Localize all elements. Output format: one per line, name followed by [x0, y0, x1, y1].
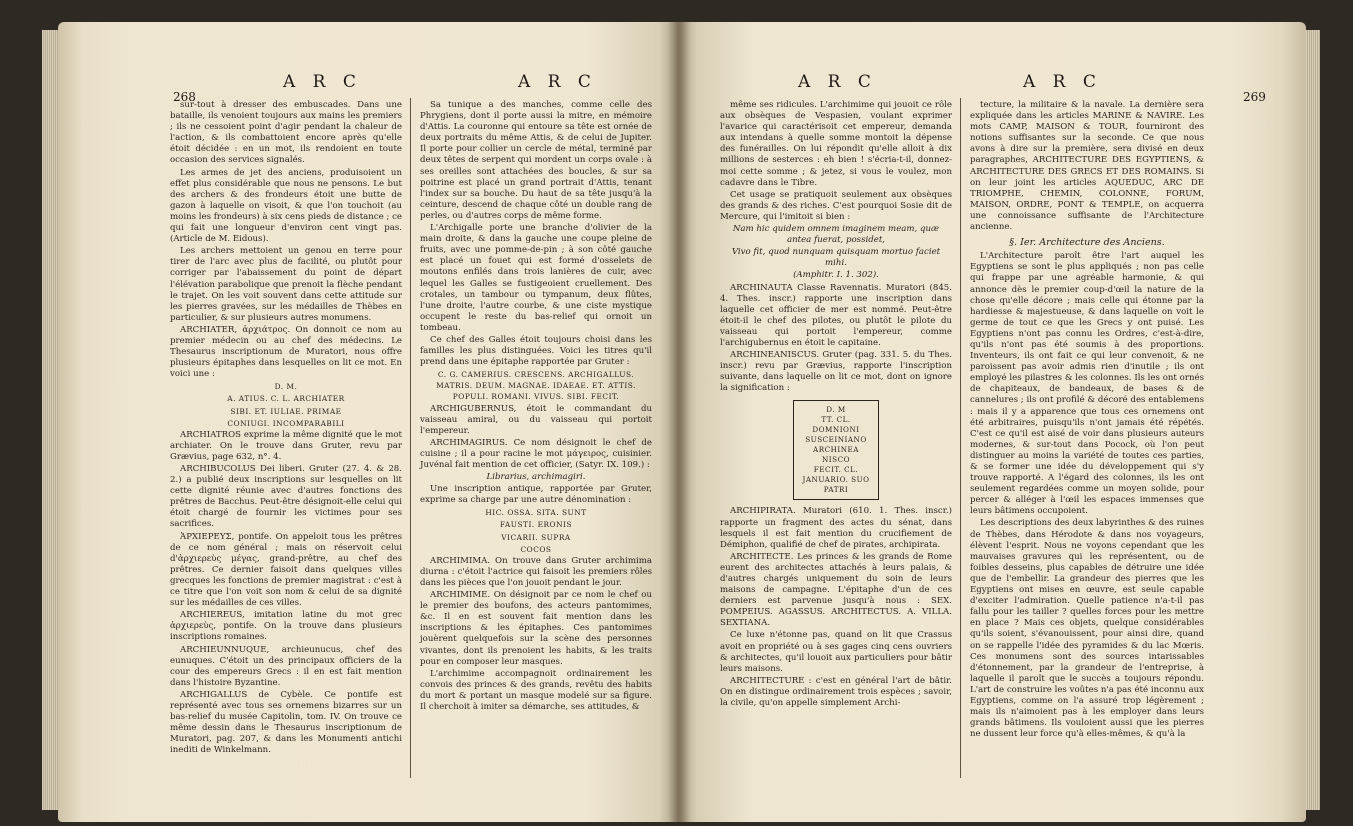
running-head-left-col1: A R C: [283, 72, 362, 92]
page-number-right: 269: [1243, 90, 1266, 104]
column-rule-left: [410, 98, 411, 778]
paragraph: L'Archigalle porte une branche d'olivier de la main droite, & dans la gauche une coupe pleine de fruits, avec une pomme-de-pin ; à son côté gauche est placé un fouet qui est formé d'osselets de moutons enfilés dans trois lanières de cuir, avec lequel les Galles se fustigeoient cruellement. Des crotales, un tambour ou tympanum, deux flûtes, l'une droite, l'autre courbe, & une ciste mystique occupent le reste du bas-relief qui ornoit un tombeau.: [420, 223, 652, 333]
inscription-line: A. ATIUS. C. L. ARCHIATER: [227, 394, 345, 404]
paragraph: Sa tunique a des manches, comme celle des Phrygiens, dont il porte aussi la mitre, en mémoire d'Attis. La couronne qui entoure sa tête est ornée de deux portraits du même Attis, & de celui de Jupiter. Il porte pour collier un cercle de métal, terminé par deux têtes de serpent qui mordent un corps ovale : à ses oreilles sont attachées des boucles, & sur sa poitrine est placé un grand portrait d'Attis, tenant l'index sur sa bouche. Du haut de sa tête jusqu'à la ceinture, descend de chaque côté un double rang de perles, ou d'autres corps de même forme.: [420, 100, 652, 221]
latin-quote: Librarius, archimagiri.: [486, 472, 586, 483]
book-gutter: [668, 22, 690, 822]
section-heading: §. Ier. Architecture des Anciens.: [1009, 237, 1165, 249]
inscription-line: COCOS: [520, 544, 552, 554]
right-page: [678, 22, 1306, 822]
inscription-line: FAUSTI. ERONIS: [499, 520, 573, 530]
latin-quote: Nam hic quidem omnem imaginem meam, quæ antea fuerat, possidet,: [732, 224, 940, 246]
inscription-line: ARCHINEA: [813, 445, 859, 455]
inscription-line: D. M: [826, 405, 846, 415]
paragraph: même ses ridicules. L'archimime qui jouoit ce rôle aux obsèques de Vespasien, voulant exprimer l'avarice qui caractérisoit cet empereur, demanda aux intendans à quelle somme montoit la dépense des funérailles. On lui répondit qu'elle alloit à dix millions de sesterces : eh bien ! s'écria-t-il, donnez-moi cette somme ; & jetez, si vous le voulez, mon cadavre dans le Tibre.: [720, 100, 952, 188]
running-head-left-col2: A R C: [518, 72, 597, 92]
paragraph: ARCHIATROS exprime la même dignité que le mot archiater. On le trouve dans Gruter, revu par Grævius, page 632, n°. 4.: [170, 429, 402, 462]
inscription-line: C. G. CAMERIUS. CRESCENS. ARCHIGALLUS. MATRIS. DEUM. MAGNAE. IDAEAE. ET. ATTIS. POPULI. ROMANI. VIVUS. SIBI. FECIT.: [436, 370, 636, 402]
inscription-line: FECIT. CL.: [813, 465, 859, 475]
column-rule-right: [960, 98, 961, 778]
inscription-line: TT. CL.: [821, 415, 851, 425]
paragraph: ARCHIBUCOLUS Dei liberi. Gruter (27. 4. & 28. 2.) a publié deux inscriptions sur lesquelles on lit cette dignité réunie avec d'autres fonctions des prêtres de Bacchus. Peut-être désignoit-elle celui qui étoit chargé de fournir les victimes pour ses sacrifices.: [170, 464, 402, 530]
inscription-line: PATRI: [823, 485, 849, 495]
inscription-line: CONIUGI. INCOMPARABILI: [227, 418, 345, 428]
right-column-1: [720, 100, 952, 710]
left-column-2: [420, 100, 652, 714]
inscription-line: NISCO: [822, 455, 850, 465]
paragraph: ἈΡΧΙΕΡΕΥΣ, pontife. On appeloit tous les prêtres de ce nom général ; mais on réservoit celui d'ἀρχιερεὺς μέγας, grand-prêtre, au chef des prêtres. Ce dernier faisoit dans quelques villes grecques les fonctions de premier magistrat : c'est à ce titre que l'on voit son nom & celui de sa dignité sur les médailles de ces villes.: [170, 531, 402, 609]
inscription-line: JANUARIO. SUO: [802, 475, 870, 485]
paragraph: ARCHIGALLUS de Cybèle. Ce pontife est représenté avec tous ses ornemens bizarres sur un bas-relief du musée Capitolin, tom. IV. On trouve ce même dessin dans le Thesaurus inscriptionum de Muratori, pag. 207, & dans les Monumenti antichi inediti de Winkelmann.: [170, 689, 402, 756]
inscription-line: SIBI. ET. IULIAE. PRIMAE: [230, 406, 342, 416]
paragraph: ARCHIMAGIRUS. Ce nom désignoit le chef de cuisine ; il a pour racine le mot μάγειρος, cuisinier. Juvénal fait mention de cet officier, (Satyr. IX. 109.) :: [420, 437, 652, 470]
inscription-line: HIC. OSSA. SITA. SUNT: [485, 508, 587, 518]
page-number-left: 268: [173, 90, 196, 104]
running-head-right-col2: A R C: [1023, 72, 1102, 92]
inscription-line: DOMNIONI: [812, 425, 860, 435]
latin-quote-source: (Amphitr. I. 1. 302).: [793, 270, 879, 281]
paragraph: ARCHINEANISCUS. Gruter (pag. 331. 5. du Thes. inscr.) revu par Grævius, rapporte l'inscription suivante, dans laquelle on lit ce mot, dont on ignore la signification :: [720, 350, 952, 394]
left-page-edges: [42, 30, 58, 810]
inscription-line: VICARII. SUPRA: [501, 532, 571, 542]
paragraph: ARCHIPIRATA. Muratori (610. 1. Thes. inscr.) rapporte un fragment des actes du sénat, dans lesquels il est fait mention du crucifiement de Démiphon, qualifié de chef de pirates, archipirata.: [720, 506, 952, 550]
paragraph: L'archimime accompagnoit ordinairement les convois des princes & des grands, revêtu des habits du mort & portant un masque modelé sur sa figure. Il cherchoit à imiter sa démarche, ses attitudes, &: [420, 668, 652, 712]
latin-quote: Vivo fit, quod nunquam quisquam mortuo faciet mihi.: [731, 247, 941, 269]
paragraph: ARCHIATER, ἀρχιάτρος. On donnoit ce nom au premier médecin ou au chef des médecins. Le Thesaurus inscriptionum de Muratori, nous offre plusieurs épitaphes dans lesquelles on lit ce mot. En voici une :: [170, 324, 402, 380]
paragraph: ARCHIEUNNUQUE, archieunucus, chef des eunuques. C'étoit un des principaux officiers de la cour des empereurs Grecs : il en est fait mention dans l'histoire Byzantine.: [170, 644, 402, 688]
inscription-line: D. M.: [274, 382, 298, 392]
paragraph: Ce luxe n'étonne pas, quand on lit que Crassus avoit en propriété ou à ses gages cinq cens ouvriers & architectes, qu'il louoit aux particuliers pour bâtir leurs maisons.: [720, 630, 952, 674]
paragraph: Les descriptions des deux labyrinthes & des ruines de Thèbes, dans Hérodote & dans nos voyageurs, élèvent l'esprit. Nous ne voyons cependant que les mauvaises gravures qui les représentent, ou de foibles desseins, plus capables de détruire une idée que de l'embellir. La grandeur des pierres que les Egyptiens ont mises en œuvre, est seule capable d'exciter l'admiration. Quelle patience n'a-t-il pas fallu pour les tailler ? quelles forces pour les mettre en place ? Mais ces objets, quelque considérables qu'ils soient, s'évanouissent, pour ainsi dire, quand on se rappelle l'idée des pyramides & du lac Mœris. Ces monumens sont des sources intarissables d'étonnement, par la grandeur de l'entreprise, à laquelle il paroît que le succès a toujours répondu. L'art de construire les voûtes n'a pas été inconnu aux Egyptiens, comme on l'a assuré trop légèrement ; mais ils n'aimoient pas à les employer dans leurs grands bâtimens. Ils vouloient aussi que les pierres ne dussent leur force qu'à elles-mêmes, & qu'à la: [970, 518, 1204, 740]
left-page: [58, 22, 678, 822]
paragraph: ARCHIEREUS, imitation latine du mot grec ἀρχιερεὺς, pontife. On la trouve dans plusieurs inscriptions romaines.: [170, 610, 402, 643]
paragraph: sur-tout à dresser des embuscades. Dans une bataille, ils venoient toujours aux mains les premiers ; ils ne cessoient point d'agir pendant la chaleur de l'action, & ils combattoient encore après qu'elle étoit décidée : en un mot, ils rendoient en toute occasion des services signalés.: [170, 100, 402, 166]
paragraph: ARCHITECTURE : c'est en général l'art de bâtir. On en distingue ordinairement trois espèces ; savoir, la civile, qu'on appelle simplement Archi-: [720, 675, 952, 709]
paragraph: ARCHIMIMA. On trouve dans Gruter archimima diurna : c'étoit l'actrice qui faisoit les premiers rôles dans les pièces que l'on jouoit pendant le jour.: [420, 555, 652, 588]
paragraph: L'Architecture paroît être l'art auquel les Egyptiens se sont le plus appliqués ; non pas celle qui frappe par une agréable harmonie, & qui annonce dès le premier coup-d'œil la nature de la chose qu'elle décore ; mais celle qui étonne par la hardiesse & majestueuse, & dans laquelle on voit le germe de tout ce que les Grecs y ont puisé. Les Egyptiens n'ont pas connu les Ordres, c'est-à-dire, qu'ils n'ont pas été soumis à des proportions. Inventeurs, ils ont fait ce qui leur convenoit, & ne paroissent pas avoir admis rien d'inutile ; ils ont employé les pilastres & les colonnes. Ils les ont ornés de chapiteaux, de bandeaux, de bases & de cannelures ; ils ont profilé & décoré des entablemens : mais il y a apparence que tous ces ornemens ont été arbitraires, puisqu'ils n'ont jamais été répétés. C'est ce qu'il est aisé de voir dans plusieurs auteurs modernes, & sur-tout dans Pocock, où l'on peut distinguer au moins la variété de toutes ces parties, & se former une idée du développement qui s'y trouve rapporté. A l'égard des colonnes, ils les ont seulement regardées comme un moyen solide, pour percer & alléger à l'œil les espaces immenses que leurs bâtimens occupoient.: [970, 251, 1204, 517]
right-column-2: [970, 100, 1204, 741]
running-head-right-col1: A R C: [798, 72, 877, 92]
paragraph: ARCHIMIME. On désignoit par ce nom le chef ou le premier des boufons, des acteurs pantomimes, &c. Il en est souvent fait mention dans les inscriptions & les épitaphes. Ces pantomimes jouèrent quelquefois sur la scène des personnes vivantes, dont ils prenoient les habits, & les traits pour en composer leur masques.: [420, 590, 652, 667]
paragraph: Cet usage se pratiquoit seulement aux obsèques des grands & des riches. C'est pourquoi Sosie dit de Mercure, qui l'imitoit si bien :: [720, 189, 952, 222]
paragraph: Les armes de jet des anciens, produisoient un effet plus considérable que nous ne pensons. Le but des archers & des frondeurs étoit une butte de gazon à laquelle on visoit, & que l'on touchoit (au moins les frondeurs) à six cens pieds de distance ; ce qui fait une longueur d'environ cent vingt pas. (Article de M. Eidous).: [170, 167, 402, 245]
paragraph: ARCHIGUBERNUS, étoit le commandant du vaisseau amiral, ou du vaisseau qui portoit l'empereur.: [420, 403, 652, 436]
paragraph: Une inscription antique, rapportée par Gruter, exprime sa charge par une autre dénomination :: [420, 484, 652, 506]
paragraph: ARCHINAUTA Classe Ravennatis. Muratori (845. 4. Thes. inscr.) rapporte une inscription dans laquelle cet officier de mer est nommé. Peut-être étoit-il le chef des pilotes, ou plutôt le pilote du vaisseau qui portoit l'empereur, comme l'archigubernus en étoit le capitaine.: [720, 282, 952, 348]
inscription-line: SUSCEINIANO: [805, 435, 867, 445]
paragraph: tecture, la militaire & la navale. La dernière sera expliquée dans les articles MARINE & NAVIRE. Les mots CAMP, MAISON & TOUR, fourniront des notions suffisantes sur la seconde. Ce que nous avons à dire sur la première, sera divisé en deux paragraphes, ARCHITECTURE DES EGYPTIENS, & ARCHITECTURE DES GRECS ET DES ROMAINS. Si on leur joint les articles AQUEDUC, ARC DE TRIOMPHE, CHEMIN, COLONNE, FORUM, MAISON, ORDRE, PONT & TEMPLE, on acquerra une connoissance suffisante de l'Architecture ancienne.: [970, 100, 1204, 233]
left-column-1: [170, 100, 402, 757]
inscription-box: [793, 400, 879, 500]
paragraph: Ce chef des Galles étoit toujours choisi dans les familles les plus distinguées. Voici les titres qu'il prend dans une épitaphe rapportée par Gruter :: [420, 334, 652, 368]
paragraph: Les archers mettoient un genou en terre pour tirer de l'arc avec plus de facilité, ou plutôt pour corriger par l'abaissement du point de départ l'élévation parabolique que prenoit la flèche pendant le trajet. On les voit souvent dans cette attitude sur les pierres gravées, sur les médailles de Thèbes en particulier, & sur plusieurs autres monumens.: [170, 246, 402, 323]
right-page-edges: [1306, 30, 1320, 810]
paragraph: ARCHITECTE. Les princes & les grands de Rome eurent des architectes attachés à leurs palais, & d'autres chargés uniquement du soin de leurs maisons de campagne. L'épitaphe d'un de ces derniers est parvenue jusqu'à nous : SEX. POMPEIUS. AGASSUS. ARCHITECTUS. A. VILLA. SEXTIANA.: [720, 551, 952, 629]
